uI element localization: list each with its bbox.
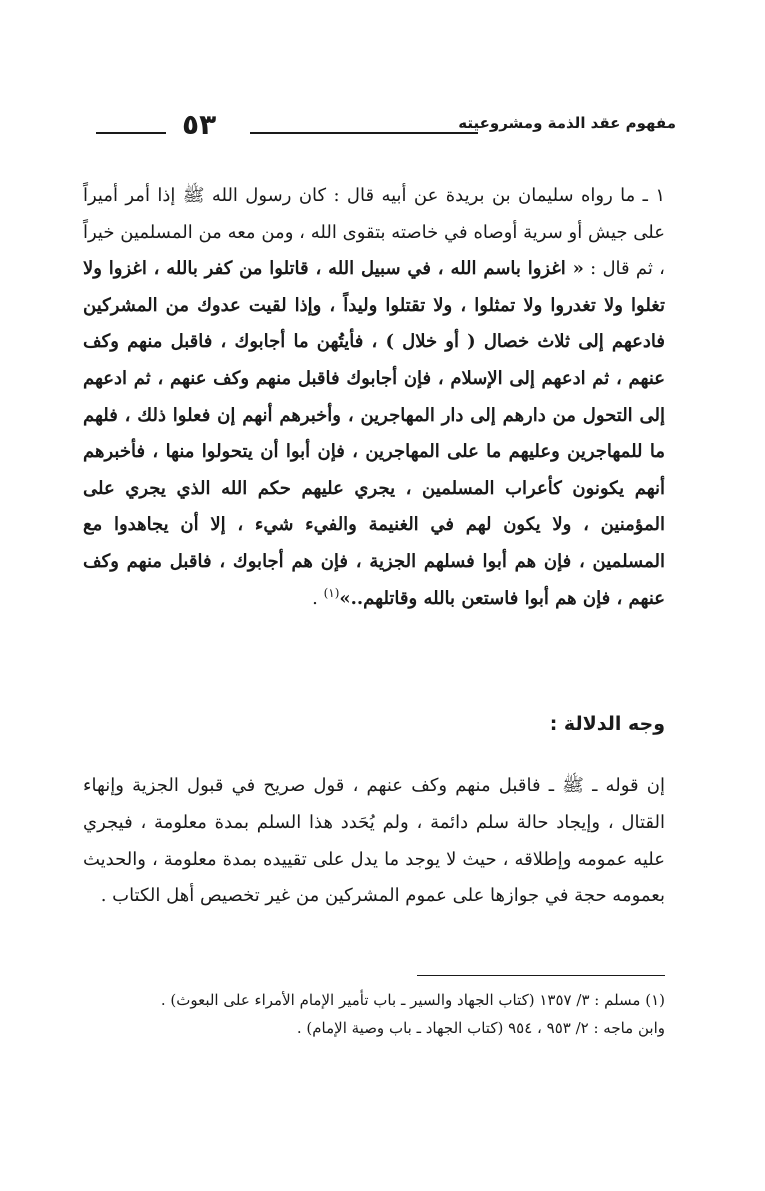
hadith-intro: ١ ـ ما رواه سليمان بن بريدة عن أبيه قال : كان رسول الله ﷺ إذا أمر أميراً على جيش أو سرية أوصاه في خاصته بتقوى الله ، ومن معه من المسلمين خيراً ، ثم قال : bbox=[83, 185, 665, 280]
commentary-text: إن قوله ـ ﷺ ـ فاقبل منهم وكف عنهم ، قول صريح في قبول الجزية وإنهاء القتال ، وإيجاد حالة سلم دائمة ، ولم يُحَدد هذا السلم بمدة معلومة ، فيجري عليه عمومه وإطلاقه ، حيث لا يوجد ما يدل على تقييده بمدة معلومة ، والحديث بعمومه حجة في جوازها على عموم المشركين من غير تخصيص أهل الكتاب . bbox=[83, 775, 665, 907]
footnote-divider bbox=[417, 975, 665, 976]
footnotes bbox=[83, 986, 665, 1042]
header-title: مفهوم عقد الذمة ومشروعيته bbox=[458, 114, 676, 132]
commentary-paragraph bbox=[83, 768, 665, 915]
header-rule-left bbox=[96, 132, 166, 134]
section-heading: وجه الدلالة : bbox=[549, 713, 665, 735]
running-header bbox=[96, 108, 676, 148]
hadith-quote: « اغزوا باسم الله ، في سبيل الله ، قاتلوا من كفر بالله ، اغزوا ولا تغلوا ولا تغدروا ولا تمثلوا ، ولا تقتلوا وليداً ، وإذا لقيت عدوك من المشركين فادعهم إلى ثلاث خصال ( أو خلال ) ، فأيتُهن ما أجابوك ، فاقبل منهم وكف عنهم ، ثم ادعهم إلى الإسلام ، فإن أجابوك فاقبل منهم وكف عنهم ، ثم ادعهم إلى التحول من دارهم إلى دار المهاجرين ، وأخبرهم أنهم إن فعلوا ذلك ، فلهم ما للمهاجرين وعليهم ما على المهاجرين ، فإن أبوا أن يتحولوا منها ، فأخبرهم أنهم يكونون كأعراب المسلمين ، يجري عليهم حكم الله الذي يجري على المؤمنين ، ولا يكون لهم في الغنيمة والفيء شيء ، إلا أن يجاهدوا مع المسلمين ، فإن هم أبوا فسلهم الجزية ، فإن هم أجابوك ، فاقبل منهم وكف عنهم ، فإن هم أبوا فاستعن بالله وقاتلهم..» bbox=[83, 258, 665, 609]
header-rule bbox=[250, 132, 478, 134]
footnote-ref: (١) bbox=[323, 585, 340, 600]
footnote-2: وابن ماجه : ٢/ ٩٥٣ ، ٩٥٤ (كتاب الجهاد ـ باب وصية الإمام) . bbox=[296, 1019, 665, 1037]
footnote-1: (١) مسلم : ٣/ ١٣٥٧ (كتاب الجهاد والسير ـ باب تأمير الإمام الأمراء على البعوث) . bbox=[160, 991, 665, 1009]
hadith-end: . bbox=[312, 587, 324, 609]
hadith-paragraph bbox=[83, 178, 665, 617]
page-number: ٥٣ bbox=[182, 108, 217, 141]
